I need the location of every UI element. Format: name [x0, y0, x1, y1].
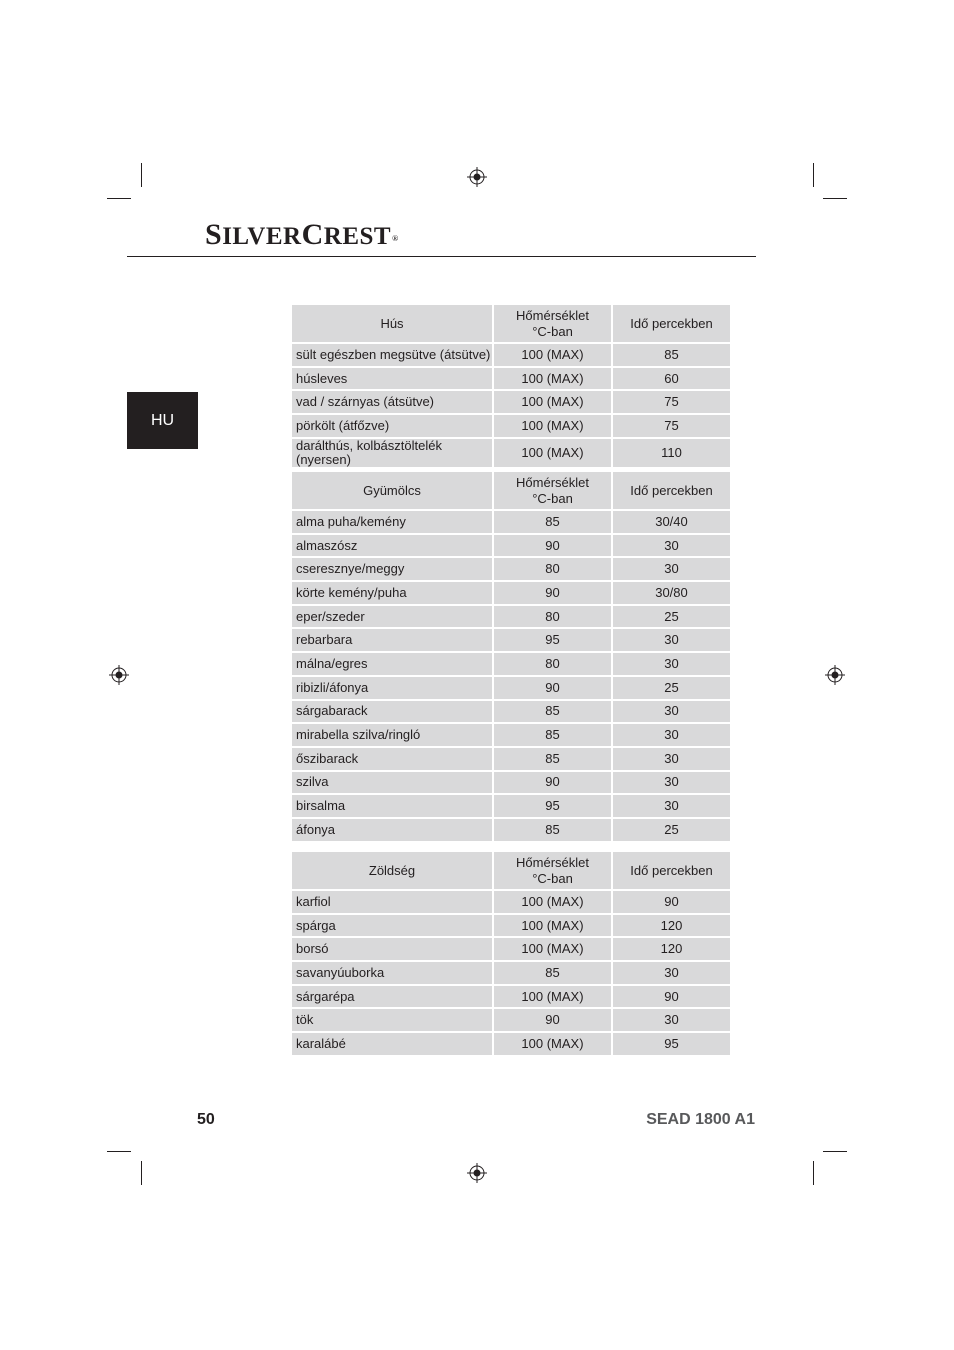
crop-mark: [141, 1161, 142, 1185]
row-time: 120: [613, 915, 730, 937]
row-time: 30: [613, 724, 730, 746]
row-temperature: 85: [494, 962, 611, 984]
crop-mark: [141, 163, 142, 187]
row-time: 30: [613, 962, 730, 984]
table-row: [292, 391, 730, 413]
row-temperature: 80: [494, 606, 611, 628]
row-item: pörkölt (átfőzve): [292, 415, 492, 437]
header-category: Gyümölcs: [292, 472, 492, 509]
crop-mark: [107, 198, 131, 199]
registration-mark-icon: [467, 1163, 487, 1183]
table-row: [292, 629, 730, 651]
row-item: karalábé: [292, 1033, 492, 1055]
meat-table: [290, 303, 732, 469]
table-row: [292, 439, 730, 467]
row-item: tök: [292, 1009, 492, 1031]
row-time: 30: [613, 772, 730, 794]
row-time: 30: [613, 701, 730, 723]
registration-mark-icon: [109, 665, 129, 685]
row-time: 25: [613, 606, 730, 628]
table-row: [292, 1033, 730, 1055]
row-temperature: 100 (MAX): [494, 439, 611, 467]
table-row: [292, 915, 730, 937]
row-temperature: 100 (MAX): [494, 938, 611, 960]
table-row: [292, 795, 730, 817]
page-number: 50: [197, 1111, 215, 1128]
row-time: 25: [613, 819, 730, 841]
row-time: 30: [613, 558, 730, 580]
row-temperature: 95: [494, 795, 611, 817]
row-temperature: 100 (MAX): [494, 391, 611, 413]
table-row: [292, 582, 730, 604]
row-item: alma puha/kemény: [292, 511, 492, 533]
row-time: 90: [613, 986, 730, 1008]
header-time: Idő percekben: [613, 852, 730, 889]
row-time: 25: [613, 677, 730, 699]
row-time: 30: [613, 1009, 730, 1031]
row-temperature: 80: [494, 653, 611, 675]
header-temperature: Hőmérséklet °C-ban: [494, 305, 611, 342]
row-time: 30: [613, 629, 730, 651]
table-row: [292, 558, 730, 580]
row-item: karfiol: [292, 891, 492, 913]
table-row: [292, 677, 730, 699]
row-temperature: 100 (MAX): [494, 368, 611, 390]
row-item: szilva: [292, 772, 492, 794]
row-time: 95: [613, 1033, 730, 1055]
row-item: spárga: [292, 915, 492, 937]
row-time: 120: [613, 938, 730, 960]
table-row: [292, 1009, 730, 1031]
row-time: 30/40: [613, 511, 730, 533]
row-temperature: 100 (MAX): [494, 891, 611, 913]
row-temperature: 100 (MAX): [494, 415, 611, 437]
table-row: [292, 772, 730, 794]
row-time: 30: [613, 795, 730, 817]
row-temperature: 90: [494, 677, 611, 699]
table-row: [292, 938, 730, 960]
row-item: ribizli/áfonya: [292, 677, 492, 699]
vegetable-table: [290, 850, 732, 1057]
row-temperature: 90: [494, 582, 611, 604]
header-category: Hús: [292, 305, 492, 342]
row-temperature: 90: [494, 772, 611, 794]
row-temperature: 80: [494, 558, 611, 580]
crop-mark: [823, 198, 847, 199]
table-row: [292, 511, 730, 533]
crop-mark: [107, 1151, 131, 1152]
row-time: 60: [613, 368, 730, 390]
row-item: őszibarack: [292, 748, 492, 770]
header-temperature: Hőmérséklet °C-ban: [494, 852, 611, 889]
table-row: [292, 368, 730, 390]
row-item: sárgarépa: [292, 986, 492, 1008]
registration-mark-icon: [825, 665, 845, 685]
table-header-row: [292, 852, 730, 889]
table-row: [292, 344, 730, 366]
row-item: málna/egres: [292, 653, 492, 675]
header-time: Idő percekben: [613, 305, 730, 342]
row-temperature: 90: [494, 535, 611, 557]
row-temperature: 100 (MAX): [494, 986, 611, 1008]
table-header-row: [292, 472, 730, 509]
row-temperature: 85: [494, 724, 611, 746]
header-category: Zöldség: [292, 852, 492, 889]
crop-mark: [823, 1151, 847, 1152]
table-row: [292, 748, 730, 770]
crop-mark: [813, 1161, 814, 1185]
table-row: [292, 986, 730, 1008]
row-item: sárgabarack: [292, 701, 492, 723]
table-row: [292, 701, 730, 723]
header-rule: [127, 256, 756, 257]
row-item: almaszósz: [292, 535, 492, 557]
row-time: 30: [613, 653, 730, 675]
table-row: [292, 962, 730, 984]
registration-mark-icon: [467, 167, 487, 187]
crop-mark: [813, 163, 814, 187]
row-temperature: 85: [494, 511, 611, 533]
row-item: darálthús, kolbásztöltelék (nyersen): [292, 439, 492, 467]
table-row: [292, 606, 730, 628]
table-row: [292, 653, 730, 675]
row-temperature: 100 (MAX): [494, 344, 611, 366]
row-item: savanyúuborka: [292, 962, 492, 984]
row-item: vad / szárnyas (átsütve): [292, 391, 492, 413]
row-temperature: 90: [494, 1009, 611, 1031]
row-item: borsó: [292, 938, 492, 960]
row-temperature: 85: [494, 748, 611, 770]
table-row: [292, 415, 730, 437]
brand-logo: SILVERCREST®: [205, 218, 399, 251]
language-tab-label: HU: [150, 411, 175, 429]
row-time: 30: [613, 748, 730, 770]
row-item: cseresznye/meggy: [292, 558, 492, 580]
table-header-row: [292, 305, 730, 342]
row-time: 75: [613, 391, 730, 413]
row-time: 30/80: [613, 582, 730, 604]
table-row: [292, 819, 730, 841]
table-row: [292, 535, 730, 557]
row-item: mirabella szilva/ringló: [292, 724, 492, 746]
table-row: [292, 724, 730, 746]
fruit-table: [290, 470, 732, 843]
row-time: 30: [613, 535, 730, 557]
table-row: [292, 891, 730, 913]
row-time: 90: [613, 891, 730, 913]
row-temperature: 85: [494, 819, 611, 841]
row-item: eper/szeder: [292, 606, 492, 628]
row-item: húsleves: [292, 368, 492, 390]
model-number: SEAD 1800 A1: [646, 1111, 755, 1128]
row-time: 110: [613, 439, 730, 467]
row-item: rebarbara: [292, 629, 492, 651]
header-time: Idő percekben: [613, 472, 730, 509]
row-item: sült egészben megsütve (átsütve): [292, 344, 492, 366]
language-tab: [127, 392, 198, 449]
row-item: körte kemény/puha: [292, 582, 492, 604]
row-time: 75: [613, 415, 730, 437]
row-time: 85: [613, 344, 730, 366]
row-item: áfonya: [292, 819, 492, 841]
header-temperature: Hőmérséklet °C-ban: [494, 472, 611, 509]
row-item: birsalma: [292, 795, 492, 817]
row-temperature: 100 (MAX): [494, 915, 611, 937]
row-temperature: 95: [494, 629, 611, 651]
row-temperature: 100 (MAX): [494, 1033, 611, 1055]
row-temperature: 85: [494, 701, 611, 723]
